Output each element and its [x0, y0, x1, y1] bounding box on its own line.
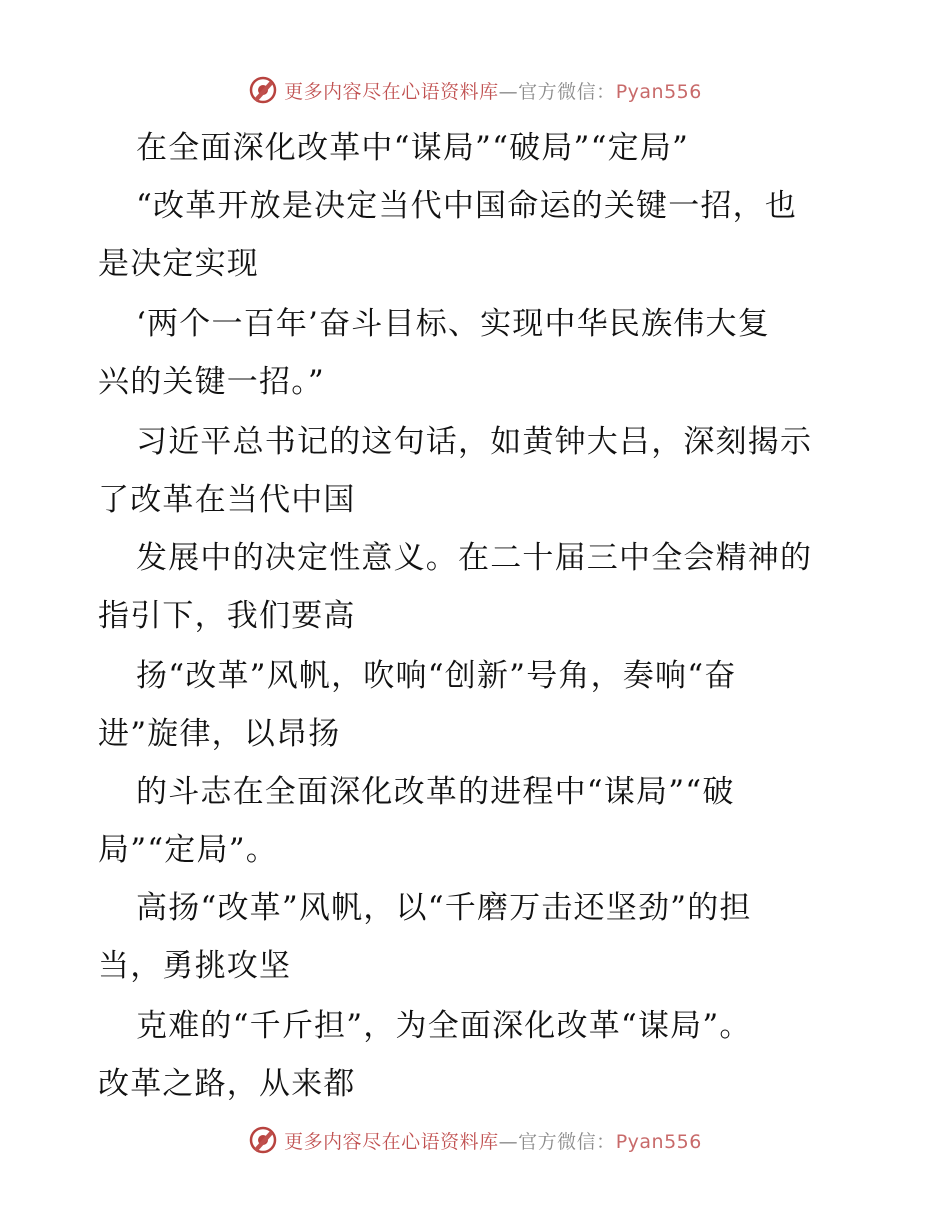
pen-logo-icon	[248, 1125, 278, 1155]
footer-wechat-label: 官方微信：	[518, 1130, 616, 1153]
document-line: 发展中的决定性意义。在二十届三中全会精神的	[136, 540, 813, 576]
document-line: 扬“改革”风帆，吹响“创新”号角，奏响“奋	[136, 658, 737, 694]
header-separator: —	[498, 80, 519, 103]
header-banner	[0, 70, 950, 110]
document-line: 克难的“千斤担”，为全面深化改革“谋局”。	[136, 1008, 752, 1044]
document-line: 改革之路，从来都	[98, 1066, 356, 1102]
document-line: 局”“定局”。	[98, 832, 278, 868]
document-line: 了改革在当代中国	[98, 482, 356, 518]
footer-wechat-id: Pyan556	[615, 1130, 702, 1153]
document-line: 进”旋律，以昂扬	[98, 716, 341, 752]
document-line: 的斗志在全面深化改革的进程中“谋局”“破	[136, 774, 735, 810]
document-line: 高扬“改革”风帆，以“千磨万击还坚劲”的担	[136, 890, 752, 926]
document-line: 习近平总书记的这句话，如黄钟大吕，深刻揭示	[136, 424, 813, 460]
footer-separator: —	[498, 1130, 519, 1153]
document-line: 是决定实现	[98, 246, 259, 282]
footer-banner	[0, 1120, 950, 1160]
header-banner-text	[284, 77, 702, 104]
pen-logo-icon	[248, 75, 278, 105]
footer-banner-text	[284, 1127, 702, 1154]
header-wechat-label: 官方微信：	[518, 80, 616, 103]
document-line: 当，勇挑攻坚	[98, 948, 292, 984]
document-line: “改革开放是决定当代中国命运的关键一招，也	[136, 188, 798, 224]
footer-site-text: 更多内容尽在心语资料库	[284, 1130, 499, 1153]
document-line: 在全面深化改革中“谋局”“破局”“定局”	[136, 130, 690, 166]
document-line: ‘两个一百年’奋斗目标、实现中华民族伟大复	[136, 306, 770, 342]
document-line: 兴的关键一招。”	[98, 364, 325, 400]
header-site-text: 更多内容尽在心语资料库	[284, 80, 499, 103]
header-wechat-id: Pyan556	[615, 80, 702, 103]
document-line: 指引下，我们要高	[98, 598, 356, 634]
